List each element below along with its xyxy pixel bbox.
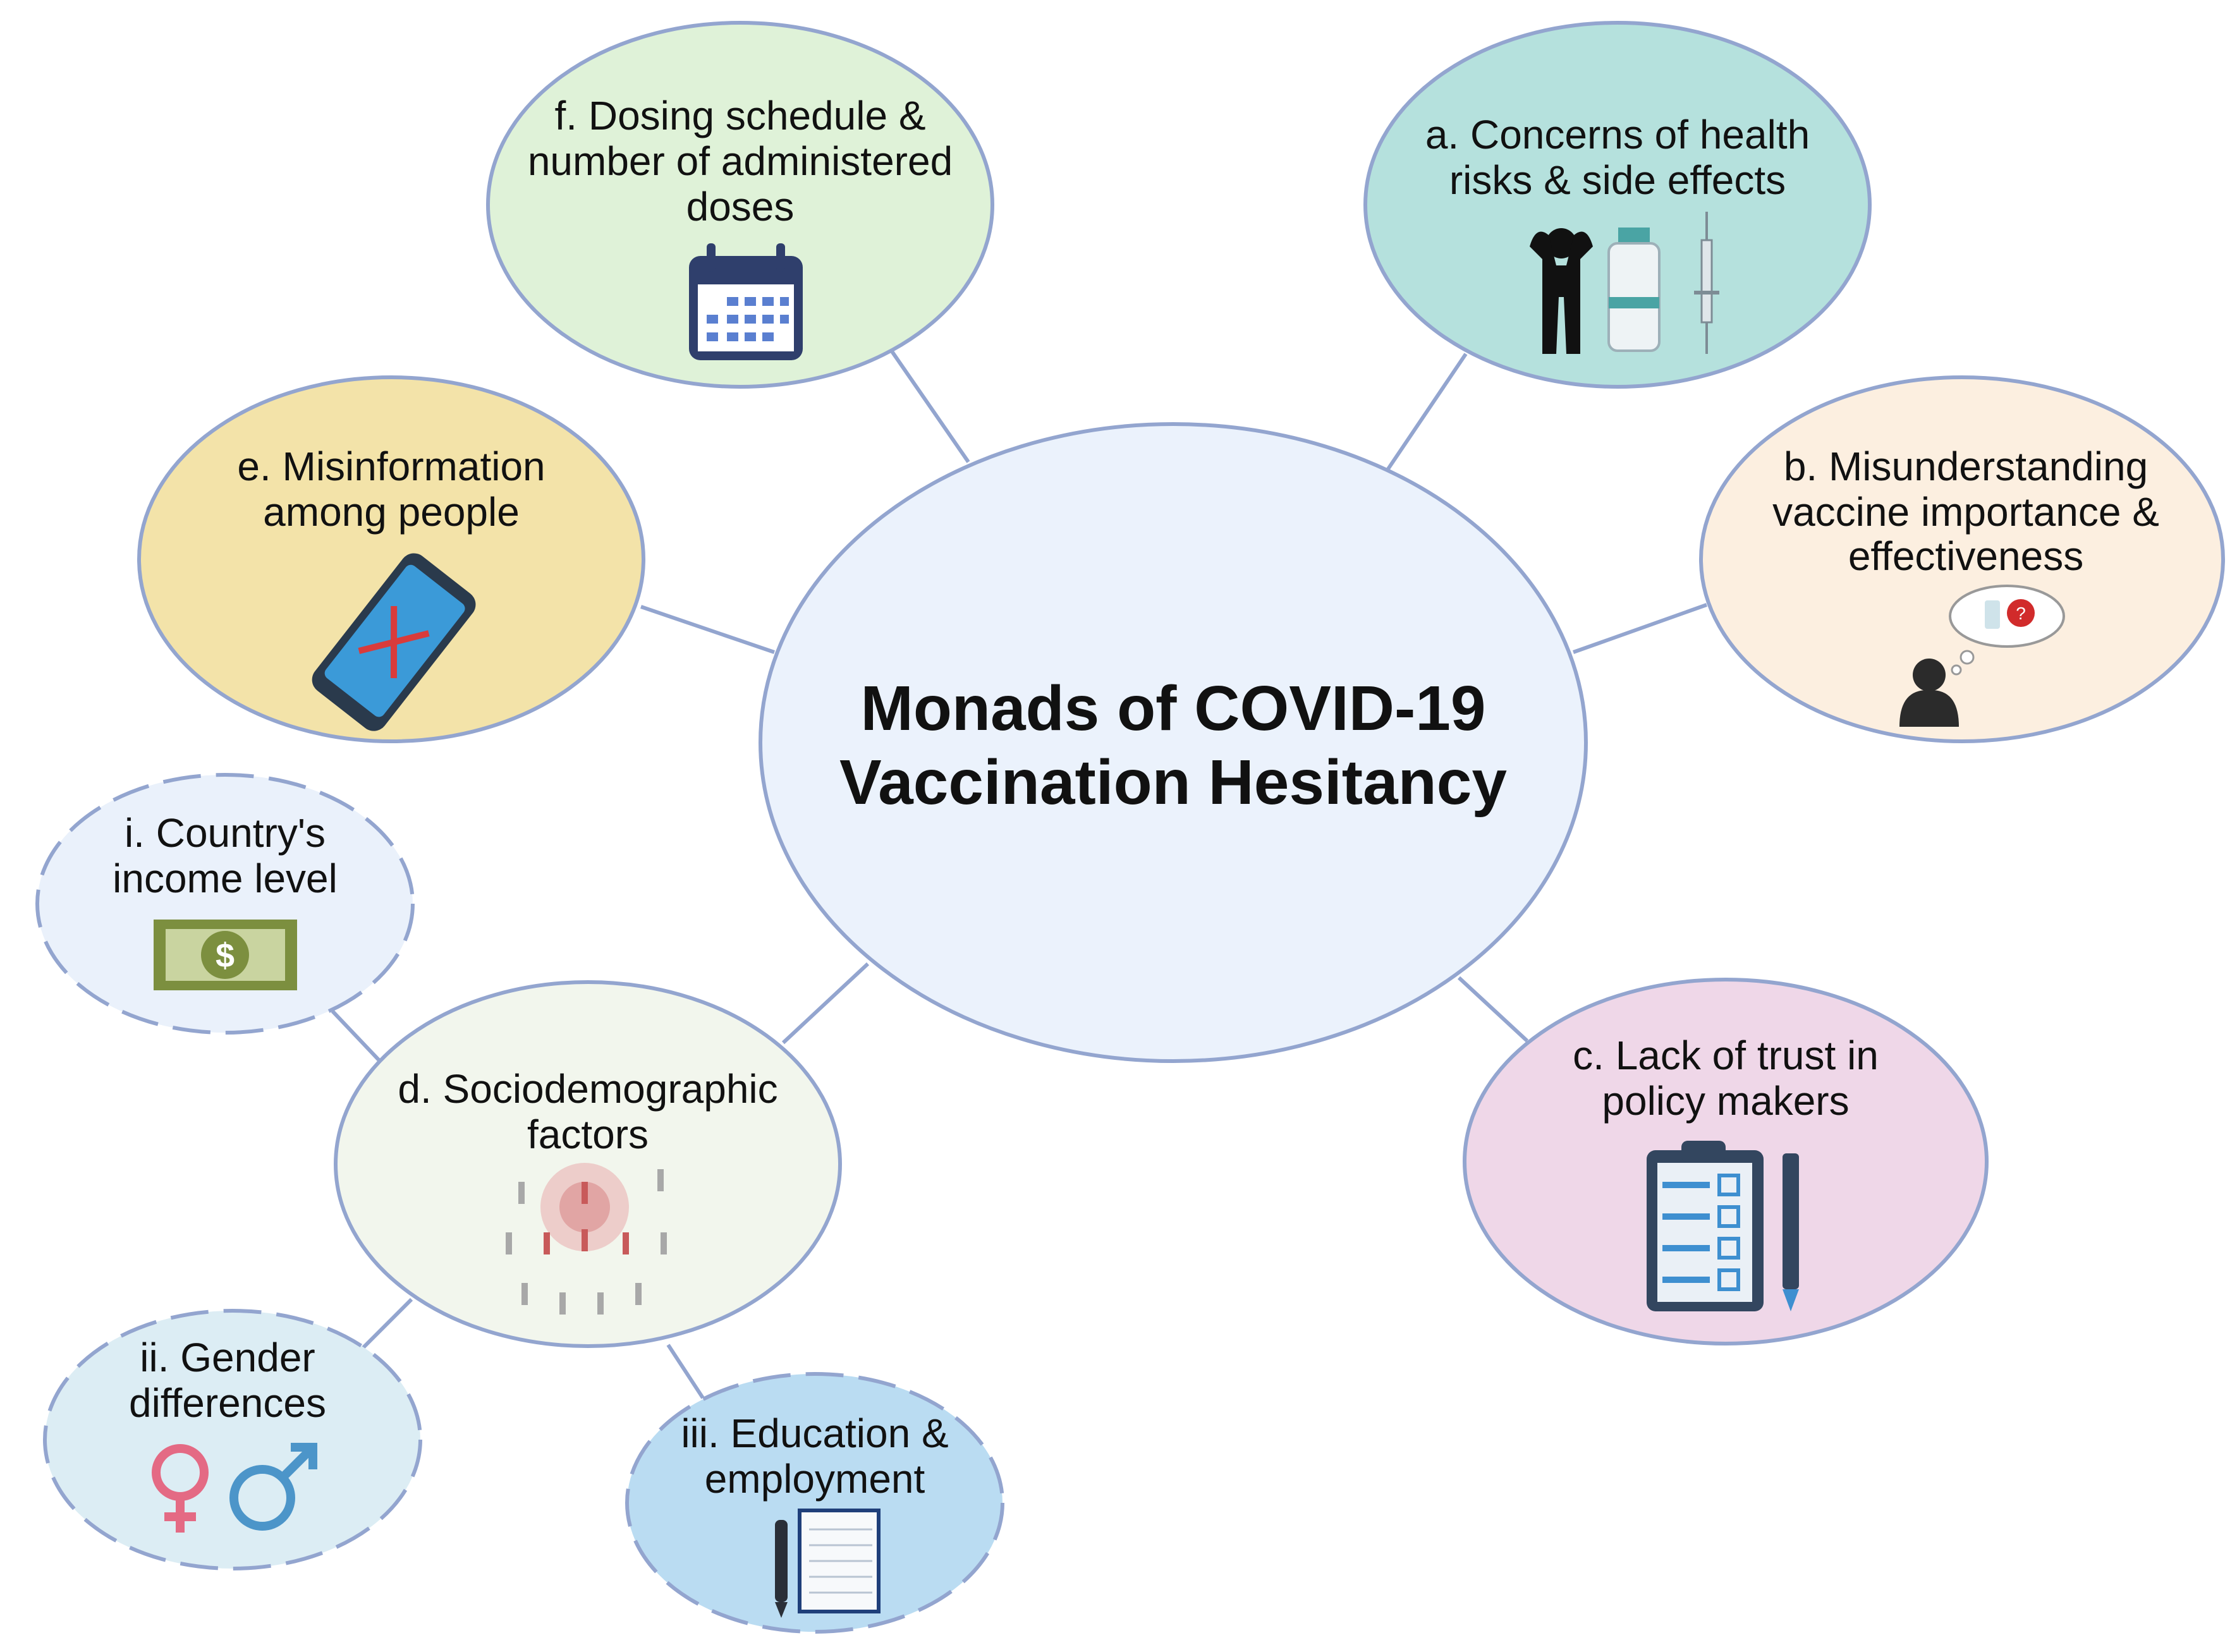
node-b-label-line1: b. Misunderstanding [1783,444,2149,489]
node-a-health-concerns [1365,23,1870,387]
node-iii-education [627,1374,1003,1632]
clipboard-checklist-icon [1647,1141,1764,1311]
node-ii-label-line1: ii. Gender [140,1335,315,1380]
node-e-misinformation [139,377,643,741]
dollar-bill-icon [154,920,297,990]
node-d-sociodemographic [336,982,840,1346]
node-c-label-line2: policy makers [1602,1078,1850,1124]
node-ii-label-line2: differences [129,1380,326,1426]
node-i-label-line2: income level [113,856,338,901]
question-mark: ? [2016,604,2026,623]
center-title-line2: Vaccination Hesitancy [839,747,1508,818]
node-c-label-line1: c. Lack of trust in [1573,1033,1879,1078]
dollar-sign: $ [215,937,235,975]
node-f-dosing-schedule [488,23,992,387]
node-iii-label-line1: iii. Education & [681,1411,949,1456]
pen-icon [1783,1153,1799,1311]
pen-icon [775,1520,788,1618]
node-d-label-line2: factors [527,1112,649,1157]
calendar-icon [689,243,803,360]
node-i-income-level [37,775,413,1033]
link-center-c [1459,978,1527,1041]
link-center-b [1573,605,1707,652]
node-b-misunderstanding [1701,377,2223,741]
node-b-label-line2: vaccine importance & [1772,489,2159,535]
link-d-ii [363,1299,411,1348]
node-i-label-line1: i. Country's [124,810,326,856]
node-f-label-line2: number of administered [527,138,953,184]
center-node [760,424,1586,1061]
node-ii-gender [45,1311,420,1569]
node-e-label-line1: e. Misinformation [237,444,546,489]
node-e-label-line2: among people [263,489,520,535]
center-title-line1: Monads of COVID-19 [860,673,1486,744]
link-center-d [783,964,868,1043]
link-d-iii [668,1345,703,1398]
node-a-label-line1: a. Concerns of health [1425,112,1810,157]
vial-icon [1609,228,1659,351]
notebook-icon [800,1510,879,1612]
node-iii-label-line2: employment [704,1456,925,1502]
link-d-i [332,1011,380,1061]
node-f-label-line1: f. Dosing schedule & [554,93,926,138]
node-c-lack-of-trust [1465,980,1987,1344]
node-b-label-line3: effectiveness [1848,533,2084,579]
link-center-f [892,351,968,462]
node-f-label-line3: doses [686,184,795,229]
link-center-e [641,607,774,652]
node-a-label-line2: risks & side effects [1449,157,1786,203]
node-d-label-line1: d. Sociodemographic [398,1066,778,1112]
link-center-a [1388,354,1466,469]
